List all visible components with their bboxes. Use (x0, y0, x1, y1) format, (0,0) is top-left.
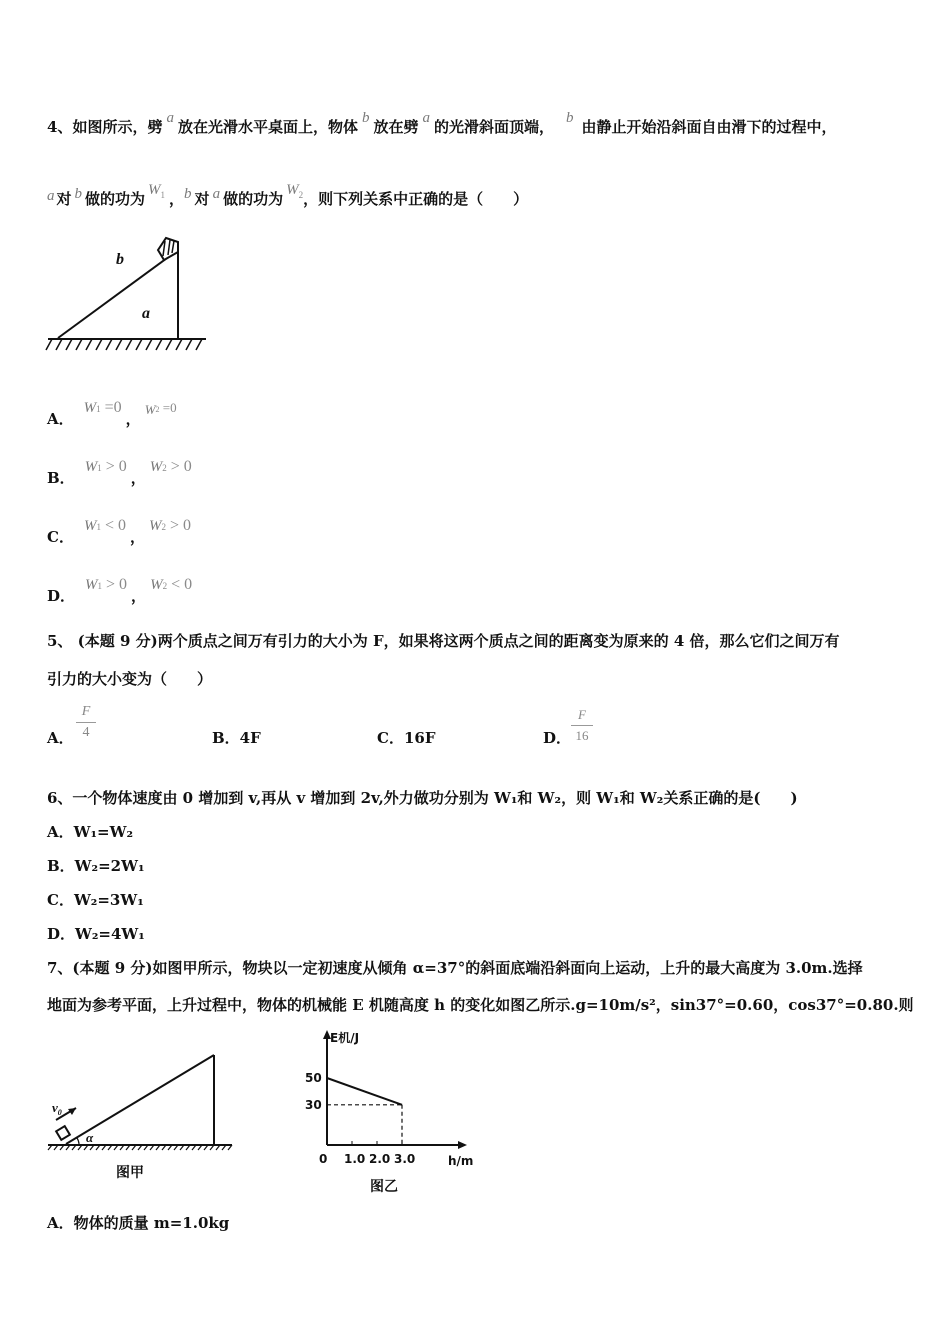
chart-caption: 图乙 (370, 1179, 398, 1195)
chart-x-tick-label: 1.0 (344, 1152, 366, 1166)
q4-option-c[interactable]: C．W1 < 0，W2 > 0 (47, 517, 192, 546)
alpha-arc (77, 1138, 79, 1145)
chart-x-tick-label: 2.0 (369, 1152, 391, 1166)
q7-figure-chart (300, 1025, 480, 1200)
q6-option-a[interactable]: A．W₁=W₂ (47, 823, 134, 841)
q5-stem-line2: 引力的大小变为（ ） (47, 670, 213, 688)
chart-x-tick-label: 3.0 (394, 1152, 416, 1166)
q4-wedge-figure (46, 236, 211, 356)
q7-option-a[interactable]: A．物体的质量 m=1.0kg (47, 1214, 230, 1232)
v0-label: $v_0$ (52, 1100, 62, 1117)
q6-stem: 6、一个物体速度由 0 增加到 v,再从 v 增加到 2v,外力做功分别为 W₁和 W₂，则 W₁和 W₂关系正确的是( ) (47, 789, 798, 807)
q6-option-d[interactable]: D．W₂=4W₁ (47, 925, 145, 943)
label-a: a (142, 305, 150, 322)
alpha-label: α (86, 1130, 94, 1145)
chart-y-label: E机/J (330, 1031, 360, 1045)
q6-option-c[interactable]: C．W₂=3W₁ (47, 891, 144, 909)
incline-block (56, 1126, 70, 1140)
q5-stem-line1: 5、 (本题 9 分)两个质点之间万有引力的大小为 F，如果将这两个质点之间的距离变为原来的 4 倍，那么它们之间万有 (47, 632, 840, 650)
q5-option-b[interactable]: B．4F (212, 729, 261, 747)
q6-option-b[interactable]: B．W₂=2W₁ (47, 857, 145, 875)
block-b (158, 238, 178, 260)
q4-option-a[interactable]: A．W1 =0，W2 =0 (47, 399, 177, 428)
q4-stem-line2: a 对 b 做的功为 $W^1$ ，b 对 a 做的功为 $W^2$，则下列关系中正确的是（ ） (47, 182, 529, 208)
label-b: b (116, 251, 124, 268)
chart-x-arrowhead (458, 1141, 467, 1149)
chart-y-tick-label: 30 (305, 1097, 322, 1112)
q4-option-b[interactable]: B．W1 > 0，W2 > 0 (47, 458, 192, 487)
q4-option-d[interactable]: D．W1 > 0，W2 < 0 (47, 576, 193, 605)
figure-jia-caption: 图甲 (116, 1165, 144, 1181)
q7-stem-line2: 地面为参考平面，上升过程中，物体的机械能 E 机随高度 h 的变化如图乙所示.g=10m/s²，sin37°=0.60，cos37°=0.80.则 (47, 996, 914, 1014)
incline-ground (48, 1145, 232, 1150)
ground (46, 339, 206, 350)
q5-option-a[interactable]: A． (47, 729, 74, 747)
q5-option-c[interactable]: C．16F (377, 729, 436, 747)
q5-option-d-fraction: F 16 (571, 707, 593, 744)
chart-marks (327, 1078, 402, 1145)
q4-stem-line1: 4、如图所示，劈 a 放在光滑水平桌面上，物体 b 放在劈 a 的光滑斜面顶端， b 由静止开始沿斜面自由滑下的过程中， (47, 110, 837, 136)
q7-stem-line1: 7、(本题 9 分)如图甲所示，物块以一定初速度从倾角 α=37°的斜面底端沿斜面向上运动，上升的最大高度为 3.0m.选择 (47, 959, 863, 977)
chart-series-line (327, 1078, 402, 1105)
q5-option-a-fraction: F 4 (76, 704, 96, 741)
chart-ticks (305, 1071, 415, 1166)
chart-x-label: h/m (448, 1154, 474, 1168)
chart-x-tick-label: 0 (319, 1152, 328, 1166)
q7-figure-incline (46, 1050, 236, 1190)
chart-y-tick-label: 50 (305, 1071, 322, 1085)
q5-option-d[interactable]: D． (543, 729, 572, 747)
